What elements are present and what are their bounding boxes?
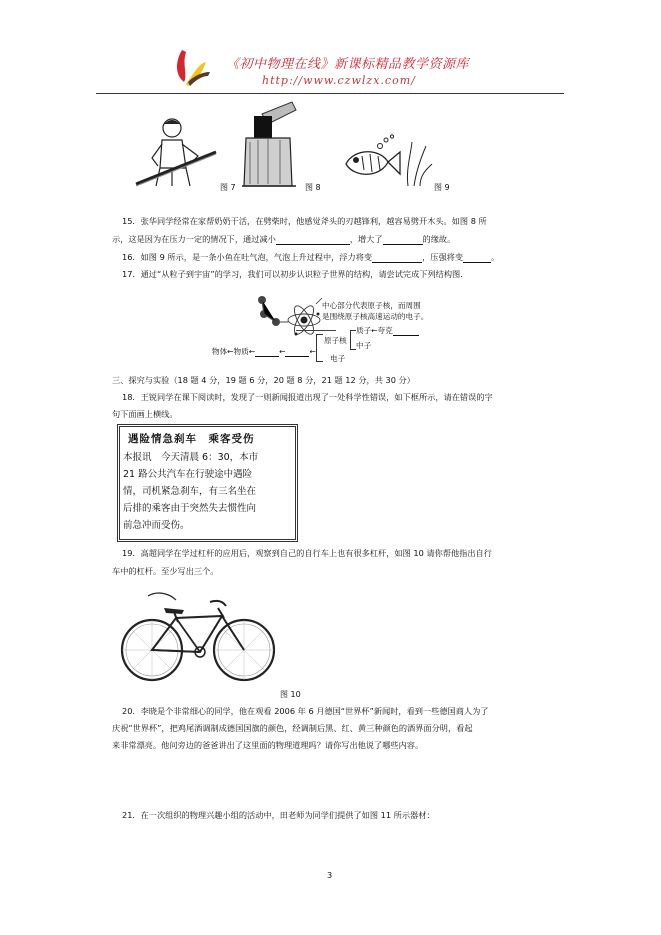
proton-label — [356, 325, 419, 336]
news-clipping-box — [117, 424, 298, 542]
logo-icon — [172, 46, 212, 88]
news-line-2: 21 路公共汽车在行驶途中遇险 — [123, 469, 253, 480]
q19-line2: 车中的杠杆。至少写出三个。 — [112, 566, 219, 576]
q15-line1: 15．张华同学经常在家帮奶奶干活，在劈柴时，他感觉斧头的刃越锋利，越容易劈开木头。如图 8 所 — [122, 216, 487, 226]
q16-part-b: ，压强将变 — [422, 252, 464, 262]
structure-chain — [212, 346, 316, 357]
q20-line2: 庆祝“世界杯”，把鸡尾酒调制成德国国旗的颜色，经调制后黑、红、黄三种颜色的酒界面分明，看起 — [112, 723, 473, 733]
q15-answer-blank-2[interactable] — [383, 235, 423, 245]
page-number: 3 — [327, 870, 333, 880]
q20-line3: 来非常漂亮。他问旁边的爸爸讲出了这里面的物理道理吗？请你写出他说了哪些内容。 — [112, 740, 424, 750]
figure-10-bicycle-image — [118, 588, 278, 686]
proton-label-text: 质子←夸克 — [356, 326, 393, 335]
figure-7-caption: 图 7 — [220, 183, 236, 192]
figure-8-image — [240, 98, 304, 188]
neutron-label: 中子 — [356, 341, 372, 350]
structure-chain-label: 物体←物质← — [212, 347, 256, 356]
structure-blank-1[interactable] — [255, 347, 279, 357]
q21-line1: 21．在一次组织的物理兴趣小组的活动中，田老师为同学们提供了如图 11 所示器材： — [122, 810, 435, 820]
news-line-4: 后排的乘客由于突然失去惯性向 — [123, 503, 257, 514]
q18-line2: 句下面画上横线。 — [112, 409, 178, 419]
diagram-note-line1: 中心部分代表原子核，而周围 — [322, 301, 421, 310]
structure-nucleus — [324, 335, 347, 346]
diagram-note-line2: 是围绕原子核高速运动的电子。 — [322, 312, 429, 321]
header-title: 《初中物理在线》新课标精品教学资源库 — [226, 57, 470, 72]
section-3-heading: 三、探究与实验（18 题 4 分，19 题 6 分，20 题 8 分，21 题 12 分，共 30 分） — [112, 375, 415, 385]
figure-9-image — [340, 134, 434, 190]
q16-line — [122, 252, 499, 263]
q15-line2 — [112, 234, 455, 245]
q15-line2-part-b: ，增大了 — [349, 234, 383, 244]
structure-blank-3[interactable] — [393, 326, 419, 336]
q20-line1: 20．李晓是个非常细心的同学，他在观看 2006 年 6 月德国“世界杯”新闻时，看到一些德国商人为了 — [122, 706, 489, 716]
q15-answer-blank-1[interactable] — [276, 235, 350, 245]
structure-brace — [316, 334, 323, 362]
header — [0, 0, 661, 96]
header-rule — [96, 93, 564, 94]
q18-line1: 18．王锐同学在课下阅读时，发现了一则新闻报道出现了一处科学性错误，如下框所示，请在错误的字 — [122, 392, 493, 402]
q16-part-a: 16．如图 9 所示，是一条小鱼在吐气泡，气泡上升过程中，浮力将变 — [122, 252, 373, 262]
news-title: 遇险情急刹车 乘客受伤 — [128, 433, 255, 445]
q16-part-c: 。 — [491, 252, 500, 262]
nucleus-label: 原子核 — [324, 336, 347, 345]
q16-answer-blank-1[interactable] — [372, 253, 422, 263]
figure-9-caption: 图 9 — [434, 183, 450, 192]
structure-blank-2[interactable] — [285, 347, 309, 357]
q15-line2-part-a: 示，这是因为在压力一定的情况下，通过减小 — [112, 234, 276, 244]
electron-label: 电子 — [330, 354, 346, 363]
figure-8-caption: 图 8 — [305, 183, 321, 192]
q17-text: 17．通过“从粒子到宇宙”的学习，我们可以初步认识粒子世界的结构，请尝试完成下列结构图. — [122, 269, 463, 279]
q15-line2-part-c: 的缘故。 — [422, 234, 456, 244]
figure-10-caption: 图 10 — [280, 690, 301, 699]
news-line-5: 前急冲而受伤。 — [123, 520, 190, 531]
q16-answer-blank-2[interactable] — [463, 253, 491, 263]
figure-7-image — [128, 112, 220, 190]
news-line-3: 情，司机紧急刹车，有三名坐在 — [123, 486, 257, 497]
news-line-1: 本报讯 今天清晨 6：30，本市 — [123, 452, 259, 463]
structure-arrow-1: ← — [279, 347, 286, 356]
header-url[interactable]: http://www.czwlzx.com/ — [262, 74, 416, 87]
diagram-connector-line — [296, 330, 336, 331]
q19-line1: 19．高超同学在学过杠杆的应用后，观察到自己的自行车上也有很多杠杆，如图 10 请你帮他指出自行 — [122, 548, 492, 558]
structure-arrow-2: ← — [309, 347, 316, 356]
